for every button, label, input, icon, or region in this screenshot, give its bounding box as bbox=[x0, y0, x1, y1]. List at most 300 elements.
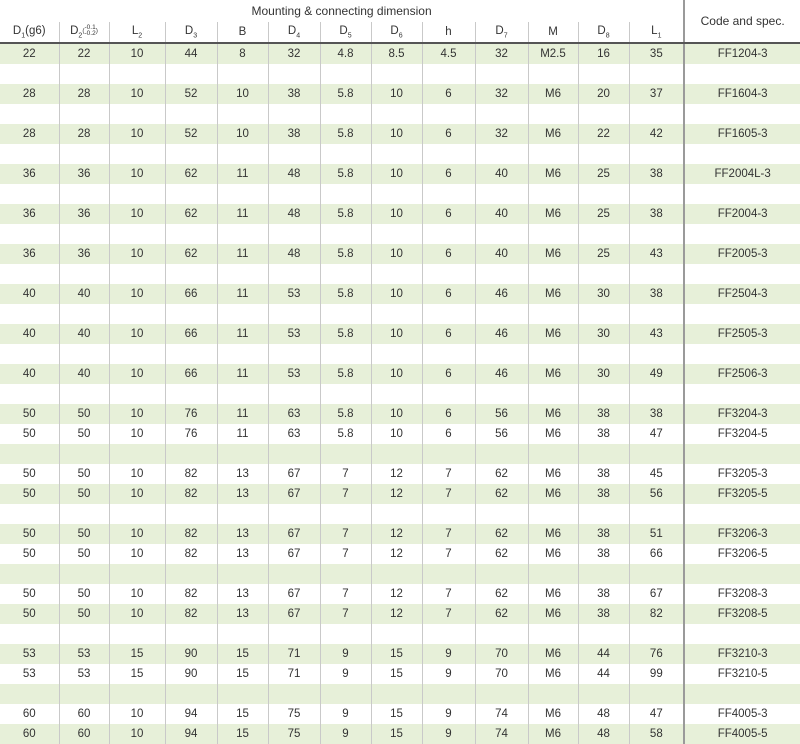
tolerance-lower: -0.2 bbox=[84, 29, 96, 37]
dimension-cell: 15 bbox=[371, 644, 422, 664]
code-spec-cell: FF3206-5 bbox=[684, 544, 800, 564]
dimension-cell: 13 bbox=[217, 584, 268, 604]
column-header-row bbox=[0, 22, 800, 43]
column-header-subscript: 4 bbox=[296, 32, 301, 40]
spacer-cell bbox=[0, 144, 59, 164]
dimension-cell: 74 bbox=[475, 704, 528, 724]
spacer-cell bbox=[371, 184, 422, 204]
dimension-cell: 38 bbox=[578, 404, 629, 424]
dimension-cell: 40 bbox=[475, 204, 528, 224]
spacer-cell bbox=[59, 64, 109, 84]
spacer-cell bbox=[109, 344, 165, 364]
spacer-cell bbox=[109, 624, 165, 644]
spacer-cell bbox=[684, 564, 800, 584]
spacer-cell bbox=[629, 684, 684, 704]
dimension-cell: 66 bbox=[629, 544, 684, 564]
spacer-cell bbox=[0, 104, 59, 124]
dimension-cell: 48 bbox=[578, 724, 629, 744]
dimension-cell: 40 bbox=[0, 324, 59, 344]
dimension-cell: M6 bbox=[528, 404, 578, 424]
spacer-cell bbox=[371, 264, 422, 284]
dimension-cell: 13 bbox=[217, 524, 268, 544]
spacer-cell bbox=[684, 384, 800, 404]
dimension-cell: 10 bbox=[371, 324, 422, 344]
dimension-cell: 7 bbox=[320, 524, 371, 544]
spacer-cell bbox=[320, 444, 371, 464]
tolerance-upper: -0.1 bbox=[84, 23, 96, 31]
spacer-cell bbox=[371, 384, 422, 404]
dimension-cell: 99 bbox=[629, 664, 684, 684]
dimension-cell: 6 bbox=[422, 324, 475, 344]
dimension-cell: 50 bbox=[0, 584, 59, 604]
spacer-cell bbox=[475, 184, 528, 204]
dimension-cell: M6 bbox=[528, 284, 578, 304]
dimension-cell: 53 bbox=[59, 664, 109, 684]
dimension-cell: 52 bbox=[165, 124, 217, 144]
spacer-cell bbox=[475, 304, 528, 324]
spacer-cell bbox=[268, 264, 320, 284]
dimension-cell: 10 bbox=[371, 84, 422, 104]
spacer-cell bbox=[422, 384, 475, 404]
spacer-cell bbox=[475, 144, 528, 164]
dimension-cell: M6 bbox=[528, 84, 578, 104]
dimension-cell: 6 bbox=[422, 164, 475, 184]
spacer-cell bbox=[528, 104, 578, 124]
dimension-cell: M6 bbox=[528, 524, 578, 544]
dimension-cell: 10 bbox=[109, 244, 165, 264]
column-header bbox=[475, 22, 528, 43]
spacer-cell bbox=[528, 444, 578, 464]
spacer-cell bbox=[684, 224, 800, 244]
spacer-cell bbox=[475, 104, 528, 124]
spacer-cell bbox=[0, 564, 59, 584]
column-header-suffix: (g6) bbox=[25, 24, 46, 37]
column-header bbox=[59, 22, 109, 43]
dimension-cell: 10 bbox=[371, 244, 422, 264]
dimension-cell: 5.8 bbox=[320, 164, 371, 184]
spacer-cell bbox=[320, 64, 371, 84]
spacer-cell bbox=[422, 104, 475, 124]
table-row bbox=[0, 724, 800, 744]
group-title: Mounting & connecting dimension bbox=[251, 4, 432, 18]
dimension-cell: 7 bbox=[320, 484, 371, 504]
dimension-cell: 62 bbox=[165, 164, 217, 184]
dimension-cell: M6 bbox=[528, 204, 578, 224]
spacer-cell bbox=[320, 384, 371, 404]
column-header-symbol: D bbox=[12, 24, 22, 37]
dimension-cell: 62 bbox=[165, 244, 217, 264]
dimension-cell: 20 bbox=[578, 84, 629, 104]
dimension-cell: 62 bbox=[475, 544, 528, 564]
dimension-cell: 7 bbox=[422, 464, 475, 484]
spacer-cell bbox=[59, 684, 109, 704]
spacer-cell bbox=[578, 104, 629, 124]
dimension-cell: 16 bbox=[578, 43, 629, 64]
dimension-cell: 10 bbox=[371, 284, 422, 304]
dimension-cell: 7 bbox=[422, 584, 475, 604]
spacer-cell bbox=[268, 184, 320, 204]
dimension-cell: 7 bbox=[320, 604, 371, 624]
spacer-cell bbox=[629, 144, 684, 164]
dimension-cell: 36 bbox=[0, 204, 59, 224]
table-row bbox=[0, 484, 800, 504]
dimension-cell: 75 bbox=[268, 704, 320, 724]
spacer-cell bbox=[59, 224, 109, 244]
dimension-cell: 50 bbox=[59, 424, 109, 444]
dimension-cell: 15 bbox=[371, 724, 422, 744]
code-spec-cell: FF2005-3 bbox=[684, 244, 800, 264]
dimension-cell: 7 bbox=[320, 464, 371, 484]
dimension-cell: 74 bbox=[475, 724, 528, 744]
code-spec-cell: FF2004L-3 bbox=[684, 164, 800, 184]
dimension-cell: 43 bbox=[629, 324, 684, 344]
spacer-row bbox=[0, 144, 800, 164]
table-row bbox=[0, 604, 800, 624]
column-header-subscript: 2 bbox=[78, 32, 83, 40]
column-header bbox=[320, 22, 371, 43]
dimension-cell: 94 bbox=[165, 704, 217, 724]
spacer-cell bbox=[59, 264, 109, 284]
dimension-cell: 10 bbox=[109, 484, 165, 504]
dimension-cell: 56 bbox=[475, 404, 528, 424]
dimension-cell: 32 bbox=[475, 84, 528, 104]
dimension-cell: M6 bbox=[528, 424, 578, 444]
table-row bbox=[0, 124, 800, 144]
dimension-cell: 58 bbox=[629, 724, 684, 744]
spacer-cell bbox=[320, 264, 371, 284]
dimension-cell: 10 bbox=[109, 84, 165, 104]
dimension-cell: M6 bbox=[528, 164, 578, 184]
dimension-cell: 50 bbox=[0, 404, 59, 424]
column-header-subscript: 1 bbox=[21, 32, 26, 40]
dimension-cell: 10 bbox=[109, 43, 165, 64]
spacer-cell bbox=[0, 384, 59, 404]
spacer-cell bbox=[578, 564, 629, 584]
spacer-cell bbox=[578, 264, 629, 284]
dimension-cell: 38 bbox=[578, 604, 629, 624]
dimension-cell: 10 bbox=[217, 124, 268, 144]
dimension-cell: 10 bbox=[109, 164, 165, 184]
table-body bbox=[0, 43, 800, 744]
spacer-cell bbox=[422, 224, 475, 244]
dimension-cell: 50 bbox=[0, 544, 59, 564]
spacer-cell bbox=[320, 504, 371, 524]
dimension-cell: 53 bbox=[268, 324, 320, 344]
spacer-cell bbox=[422, 304, 475, 324]
dimension-cell: 25 bbox=[578, 244, 629, 264]
spacer-cell bbox=[217, 264, 268, 284]
spacer-cell bbox=[217, 504, 268, 524]
spacer-cell bbox=[475, 564, 528, 584]
dimension-cell: 62 bbox=[165, 204, 217, 224]
spacer-cell bbox=[528, 184, 578, 204]
dimension-cell: 12 bbox=[371, 464, 422, 484]
dimension-cell: 71 bbox=[268, 644, 320, 664]
dimension-cell: 45 bbox=[629, 464, 684, 484]
spacer-cell bbox=[528, 264, 578, 284]
dimension-cell: 67 bbox=[629, 584, 684, 604]
spacer-cell bbox=[371, 444, 422, 464]
dimension-cell: 6 bbox=[422, 424, 475, 444]
dimension-cell: 5.8 bbox=[320, 364, 371, 384]
dimension-cell: 8 bbox=[217, 43, 268, 64]
column-header-symbol: h bbox=[445, 26, 452, 38]
spacer-cell bbox=[268, 624, 320, 644]
dimension-cell: 10 bbox=[109, 364, 165, 384]
dimension-cell: 48 bbox=[268, 244, 320, 264]
spacer-cell bbox=[109, 104, 165, 124]
spacer-row bbox=[0, 444, 800, 464]
dimension-cell: 10 bbox=[109, 404, 165, 424]
column-header bbox=[629, 22, 684, 43]
dimension-cell: 36 bbox=[59, 244, 109, 264]
dimension-cell: 10 bbox=[371, 204, 422, 224]
spacer-row bbox=[0, 104, 800, 124]
dimension-cell: 53 bbox=[0, 664, 59, 684]
spacer-cell bbox=[268, 344, 320, 364]
dimension-cell: 11 bbox=[217, 324, 268, 344]
spacer-cell bbox=[217, 224, 268, 244]
dimension-cell: 6 bbox=[422, 204, 475, 224]
dimension-cell: 60 bbox=[59, 724, 109, 744]
dimension-cell: 10 bbox=[109, 324, 165, 344]
column-header-subscript: 8 bbox=[605, 32, 610, 40]
dimension-cell: 13 bbox=[217, 464, 268, 484]
column-header-symbol: L bbox=[651, 24, 658, 37]
dimension-cell: 42 bbox=[629, 124, 684, 144]
dimension-cell: 82 bbox=[165, 584, 217, 604]
dimension-cell: 50 bbox=[0, 464, 59, 484]
dimension-cell: 40 bbox=[0, 284, 59, 304]
spacer-cell bbox=[268, 384, 320, 404]
dimension-cell: 50 bbox=[59, 584, 109, 604]
column-header-symbol: D bbox=[495, 24, 504, 37]
dimension-cell: 60 bbox=[0, 724, 59, 744]
dimension-cell: M6 bbox=[528, 464, 578, 484]
code-spec-cell: FF3204-5 bbox=[684, 424, 800, 444]
spacer-cell bbox=[165, 104, 217, 124]
spacer-row bbox=[0, 224, 800, 244]
spacer-cell bbox=[528, 504, 578, 524]
dimension-cell: 46 bbox=[475, 284, 528, 304]
dimension-cell: 62 bbox=[475, 524, 528, 544]
dimension-cell: 10 bbox=[371, 164, 422, 184]
dimension-cell: 6 bbox=[422, 244, 475, 264]
dimension-cell: M6 bbox=[528, 664, 578, 684]
spacer-cell bbox=[629, 344, 684, 364]
code-spec-cell: FF3208-3 bbox=[684, 584, 800, 604]
spacer-cell bbox=[578, 624, 629, 644]
dimension-cell: 67 bbox=[268, 544, 320, 564]
spacer-cell bbox=[629, 184, 684, 204]
dimension-cell: 40 bbox=[0, 364, 59, 384]
dimension-cell: 53 bbox=[268, 284, 320, 304]
dimension-cell: 12 bbox=[371, 584, 422, 604]
code-spec-cell: FF1604-3 bbox=[684, 84, 800, 104]
dimension-cell: 62 bbox=[475, 584, 528, 604]
spacer-cell bbox=[217, 684, 268, 704]
column-header bbox=[109, 22, 165, 43]
spacer-cell bbox=[0, 304, 59, 324]
spacer-cell bbox=[528, 64, 578, 84]
spacer-cell bbox=[371, 224, 422, 244]
dimension-cell: 10 bbox=[109, 424, 165, 444]
dimension-cell: 51 bbox=[629, 524, 684, 544]
dimension-cell: 52 bbox=[165, 84, 217, 104]
column-header bbox=[578, 22, 629, 43]
dimension-cell: 38 bbox=[629, 164, 684, 184]
spacer-cell bbox=[217, 304, 268, 324]
spacer-cell bbox=[320, 104, 371, 124]
spacer-cell bbox=[320, 624, 371, 644]
dimension-cell: 35 bbox=[629, 43, 684, 64]
spacer-cell bbox=[629, 304, 684, 324]
spacer-cell bbox=[59, 184, 109, 204]
dimension-cell: 28 bbox=[59, 124, 109, 144]
spacer-cell bbox=[629, 564, 684, 584]
code-spec-cell: FF1204-3 bbox=[684, 43, 800, 64]
spacer-cell bbox=[320, 184, 371, 204]
spacer-cell bbox=[59, 444, 109, 464]
spacer-cell bbox=[320, 344, 371, 364]
spacer-cell bbox=[59, 504, 109, 524]
column-header bbox=[165, 22, 217, 43]
dimension-cell: 38 bbox=[629, 404, 684, 424]
dimension-cell: 10 bbox=[371, 424, 422, 444]
spacer-cell bbox=[371, 144, 422, 164]
dimension-cell: M6 bbox=[528, 244, 578, 264]
dimension-cell: 10 bbox=[109, 724, 165, 744]
spacer-cell bbox=[217, 104, 268, 124]
dimension-cell: 15 bbox=[371, 664, 422, 684]
table-row bbox=[0, 324, 800, 344]
dimension-cell: 47 bbox=[629, 424, 684, 444]
dimension-cell: 10 bbox=[109, 204, 165, 224]
spacer-cell bbox=[422, 264, 475, 284]
dimension-cell: 5.8 bbox=[320, 284, 371, 304]
spacer-cell bbox=[165, 384, 217, 404]
spacer-cell bbox=[0, 224, 59, 244]
spacer-row bbox=[0, 344, 800, 364]
spacer-cell bbox=[109, 384, 165, 404]
dimension-cell: 67 bbox=[268, 484, 320, 504]
spacer-cell bbox=[109, 684, 165, 704]
spacer-cell bbox=[0, 684, 59, 704]
dimension-cell: 15 bbox=[217, 644, 268, 664]
table-row bbox=[0, 404, 800, 424]
dimension-cell: 6 bbox=[422, 284, 475, 304]
table-row bbox=[0, 524, 800, 544]
spacer-cell bbox=[165, 444, 217, 464]
dimension-cell: M6 bbox=[528, 724, 578, 744]
spacer-cell bbox=[371, 304, 422, 324]
spacer-cell bbox=[528, 564, 578, 584]
spacer-cell bbox=[578, 64, 629, 84]
dimension-cell: 82 bbox=[165, 464, 217, 484]
spacer-cell bbox=[268, 504, 320, 524]
spacer-cell bbox=[0, 64, 59, 84]
dimension-cell: 63 bbox=[268, 424, 320, 444]
spacer-cell bbox=[59, 144, 109, 164]
spacer-cell bbox=[217, 184, 268, 204]
dimension-cell: 56 bbox=[475, 424, 528, 444]
column-header-symbol: M bbox=[548, 26, 558, 38]
dimension-cell: M6 bbox=[528, 604, 578, 624]
table-row bbox=[0, 284, 800, 304]
column-header-symbol: D bbox=[70, 24, 79, 37]
dimension-cell: 50 bbox=[59, 524, 109, 544]
dimension-cell: 48 bbox=[268, 164, 320, 184]
dimension-cell: 4.8 bbox=[320, 43, 371, 64]
dimension-cell: 6 bbox=[422, 404, 475, 424]
dimension-cell: 15 bbox=[371, 704, 422, 724]
spacer-row bbox=[0, 504, 800, 524]
table-row bbox=[0, 584, 800, 604]
code-spec-cell: FF4005-3 bbox=[684, 704, 800, 724]
spacer-cell bbox=[109, 304, 165, 324]
dimension-cell: 38 bbox=[578, 464, 629, 484]
dimension-cell: 53 bbox=[268, 364, 320, 384]
dimension-cell: M2.5 bbox=[528, 43, 578, 64]
dimension-cell: 10 bbox=[371, 124, 422, 144]
dimension-cell: 50 bbox=[0, 484, 59, 504]
spacer-cell bbox=[59, 104, 109, 124]
spacer-cell bbox=[109, 184, 165, 204]
dimension-cell: 32 bbox=[268, 43, 320, 64]
table-row bbox=[0, 424, 800, 444]
dimension-cell: 82 bbox=[165, 524, 217, 544]
table-row bbox=[0, 644, 800, 664]
table-row bbox=[0, 164, 800, 184]
spacer-cell bbox=[0, 504, 59, 524]
dimension-cell: M6 bbox=[528, 644, 578, 664]
spacer-cell bbox=[165, 224, 217, 244]
spacer-cell bbox=[268, 304, 320, 324]
dimension-cell: 7 bbox=[422, 524, 475, 544]
dimension-cell: 15 bbox=[109, 664, 165, 684]
dimension-cell: M6 bbox=[528, 584, 578, 604]
spacer-cell bbox=[59, 344, 109, 364]
dimension-cell: 11 bbox=[217, 244, 268, 264]
spacer-cell bbox=[109, 64, 165, 84]
code-spec-cell: FF2505-3 bbox=[684, 324, 800, 344]
spacer-cell bbox=[165, 304, 217, 324]
dimension-cell: 7 bbox=[422, 544, 475, 564]
dimension-cell: 5.8 bbox=[320, 424, 371, 444]
dimension-cell: 9 bbox=[320, 704, 371, 724]
column-header bbox=[268, 22, 320, 43]
dimension-cell: 67 bbox=[268, 584, 320, 604]
dimension-cell: 12 bbox=[371, 484, 422, 504]
dimension-cell: 38 bbox=[268, 124, 320, 144]
spacer-row bbox=[0, 684, 800, 704]
dimension-cell: 48 bbox=[578, 704, 629, 724]
column-header-subscript: 5 bbox=[347, 32, 352, 40]
dimension-cell: 32 bbox=[475, 124, 528, 144]
dimension-cell: 38 bbox=[578, 584, 629, 604]
dimension-cell: 36 bbox=[59, 204, 109, 224]
spacer-row bbox=[0, 304, 800, 324]
column-header-symbol: B bbox=[238, 26, 247, 38]
spacer-cell bbox=[422, 624, 475, 644]
table-row bbox=[0, 664, 800, 684]
dimension-cell: 40 bbox=[59, 364, 109, 384]
dimension-cell: 66 bbox=[165, 364, 217, 384]
spacer-cell bbox=[528, 684, 578, 704]
spacer-cell bbox=[320, 564, 371, 584]
dimension-cell: 44 bbox=[165, 43, 217, 64]
dimension-cell: 44 bbox=[578, 664, 629, 684]
